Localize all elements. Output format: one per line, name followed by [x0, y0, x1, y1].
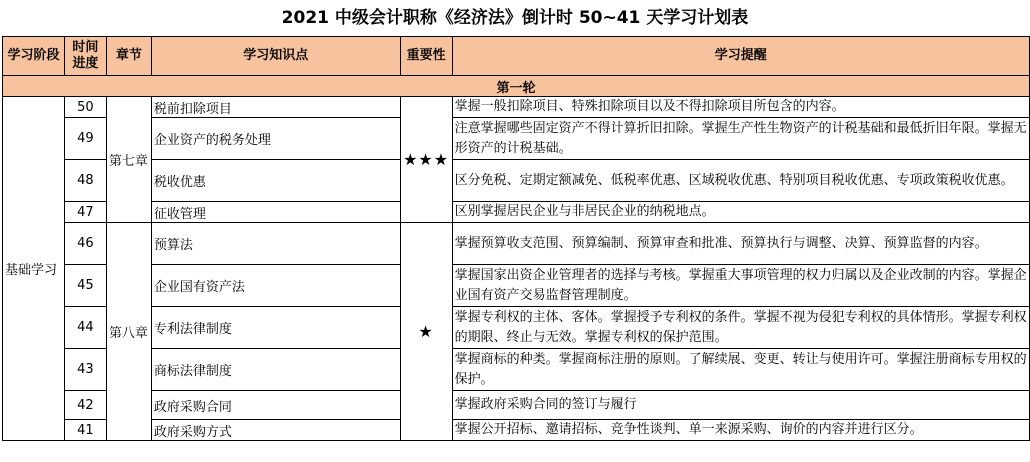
page-title: 2021 中级会计职称《经济法》倒计时 50~41 天学习计划表	[281, 8, 749, 28]
tip-cell: 区别掌握居民企业与非居民企业的纳税地点。	[452, 202, 1029, 223]
tip-cell: 掌握国家出资企业管理者的选择与考核。掌握重大事项管理的权力归属以及企业改制的内容。掌握企业国有资产交易监督管理制度。	[452, 265, 1029, 307]
header-importance: 重要性	[400, 37, 452, 76]
stage-cell: 基础学习	[3, 97, 65, 441]
tip-cell: 掌握一般扣除项目、特殊扣除项目以及不得扣除项目所包含的内容。	[452, 97, 1029, 118]
point-cell: 预算法	[151, 223, 400, 265]
day-cell: 50	[64, 97, 106, 118]
importance-cell-8: ★	[400, 223, 452, 441]
day-cell: 47	[64, 202, 106, 223]
study-plan-table	[2, 36, 1030, 441]
round-label: 第一轮	[3, 76, 1030, 97]
point-cell: 税收优惠	[151, 160, 400, 202]
tip-cell: 掌握政府采购合同的签订与履行	[452, 391, 1029, 420]
header-progress	[64, 37, 106, 76]
point-cell: 政府采购合同	[151, 391, 400, 420]
day-cell: 48	[64, 160, 106, 202]
day-cell: 46	[64, 223, 106, 265]
day-cell: 49	[64, 118, 106, 160]
header-chapter: 章节	[106, 37, 151, 76]
header-point: 学习知识点	[151, 37, 400, 76]
importance-cell-7: ★★★	[400, 97, 452, 223]
header-progress-line1: 时间	[72, 40, 99, 55]
header-stage: 学习阶段	[3, 37, 65, 76]
point-cell: 政府采购方式	[151, 420, 400, 441]
point-cell: 企业国有资产法	[151, 265, 400, 307]
tip-cell: 注意掌握哪些固定资产不得计算折旧扣除。掌握生产性生物资产的计税基础和最低折旧年限。掌握无形资产的计税基础。	[452, 118, 1029, 160]
table-row	[3, 202, 1030, 223]
table-row	[3, 223, 1030, 265]
table-row	[3, 265, 1030, 307]
table-row	[3, 420, 1030, 441]
header-row	[3, 37, 1030, 76]
chapter-cell-8: 第八章	[106, 223, 151, 441]
tip-cell: 掌握商标的种类。掌握商标注册的原则。了解续展、变更、转让与使用许可。掌握注册商标专用权的保护。	[452, 349, 1029, 391]
day-cell: 44	[64, 307, 106, 349]
table-row	[3, 97, 1030, 118]
day-cell: 45	[64, 265, 106, 307]
point-cell: 商标法律制度	[151, 349, 400, 391]
tip-cell: 掌握公开招标、邀请招标、竞争性谈判、单一来源采购、询价的内容并进行区分。	[452, 420, 1029, 441]
tip-cell: 区分免税、定期定额减免、低税率优惠、区域税收优惠、特别项目税收优惠、专项政策税收优惠。	[452, 160, 1029, 202]
point-cell: 专利法律制度	[151, 307, 400, 349]
round-row	[3, 76, 1030, 97]
header-tip: 学习提醒	[452, 37, 1029, 76]
table-row	[3, 160, 1030, 202]
tip-cell: 掌握预算收支范围、预算编制、预算审查和批准、预算执行与调整、决算、预算监督的内容。	[452, 223, 1029, 265]
point-cell: 企业资产的税务处理	[151, 118, 400, 160]
chapter-cell-7: 第七章	[106, 97, 151, 223]
point-cell: 征收管理	[151, 202, 400, 223]
table-row	[3, 307, 1030, 349]
table-row	[3, 118, 1030, 160]
header-progress-line2: 进度	[72, 56, 99, 71]
day-cell: 42	[64, 391, 106, 420]
table-row	[3, 349, 1030, 391]
day-cell: 43	[64, 349, 106, 391]
point-cell: 税前扣除项目	[151, 97, 400, 118]
table-row	[3, 391, 1030, 420]
day-cell: 41	[64, 420, 106, 441]
tip-cell: 掌握专利权的主体、客体。掌握授予专利权的条件。掌握不视为侵犯专利权的具体情形。掌握专利权的期限、终止与无效。掌握专利权的保护范围。	[452, 307, 1029, 349]
